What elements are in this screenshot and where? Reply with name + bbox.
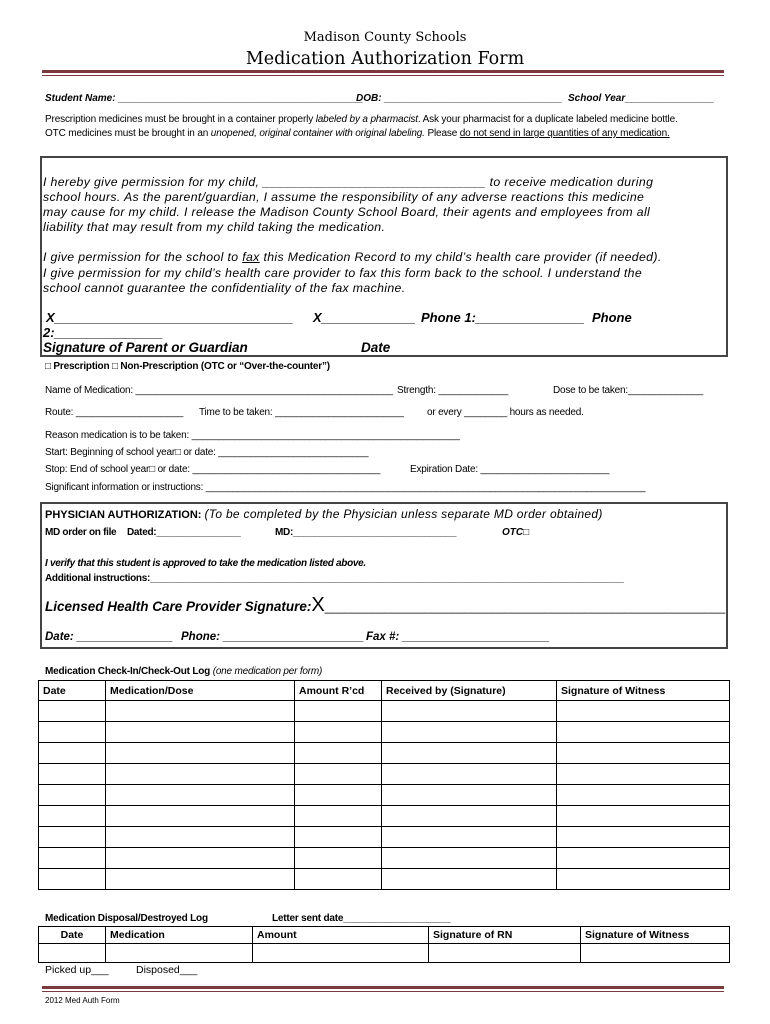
- table-row[interactable]: [39, 944, 730, 963]
- checkin-log-title: Medication Check-In/Check-Out Log (one medication per form): [45, 666, 323, 677]
- col-received-by: Received by (Signature): [382, 681, 557, 701]
- picked-up-field[interactable]: Picked up___: [45, 964, 109, 976]
- dose-field[interactable]: Dose to be taken:______________: [553, 385, 704, 396]
- col-witness: Signature of Witness: [581, 927, 730, 944]
- md-name-field[interactable]: MD:_______________________________: [275, 527, 457, 538]
- otc-checkbox[interactable]: OTC□: [502, 527, 530, 538]
- col-witness: Signature of Witness: [557, 681, 730, 701]
- letter-sent-field[interactable]: Letter sent date____________________: [272, 913, 451, 924]
- org-name: Madison County Schools: [303, 30, 467, 45]
- table-row[interactable]: [39, 701, 730, 722]
- form-title: Medication Authorization Form: [245, 49, 525, 69]
- route-field[interactable]: Route: ____________________: [45, 407, 184, 418]
- table-row[interactable]: [39, 806, 730, 827]
- footer-rule: [42, 986, 724, 989]
- col-date: Date: [39, 681, 106, 701]
- disposal-log-table: [38, 926, 730, 963]
- table-row[interactable]: [39, 743, 730, 764]
- permission-p1-l4: liability that may result from my child taking the medication.: [43, 220, 386, 234]
- start-field[interactable]: Start: Beginning of school year□ or date: ____________________________: [45, 447, 369, 458]
- permission-p1-l1: I hereby give permission for my child, _______________________________ to receive medication during: [43, 175, 654, 189]
- parent-signature-line[interactable]: X_________________________________: [46, 310, 294, 325]
- footer-rule-thin: [42, 991, 724, 992]
- table-row[interactable]: [39, 827, 730, 848]
- provider-signature-field[interactable]: Licensed Health Care Provider Signature:X____________________________________________________________: [45, 594, 726, 616]
- parent-date-line[interactable]: X_____________: [313, 310, 416, 325]
- table-row[interactable]: [39, 848, 730, 869]
- form-id: 2012 Med Auth Form: [45, 996, 120, 1005]
- md-dated-field[interactable]: Dated:________________: [127, 527, 241, 538]
- physician-phone-field[interactable]: Phone: ______________________: [181, 631, 364, 643]
- md-order-on-file: MD order on file: [45, 527, 117, 538]
- physician-fax-field[interactable]: Fax #: _______________________: [366, 631, 550, 643]
- phone-1-field[interactable]: Phone 1:_______________: [421, 310, 585, 325]
- header-rule-thin: [42, 75, 724, 76]
- col-amount-rcd: Amount R’cd: [295, 681, 382, 701]
- notice-line-2: OTC medicines must be brought in an unopened, original container with original labeling. Please do not send in large quantities of any medication.: [45, 128, 670, 139]
- table-row[interactable]: [39, 869, 730, 890]
- time-field[interactable]: Time to be taken: ________________________: [199, 407, 404, 418]
- col-amount: Amount: [253, 927, 429, 944]
- disposed-field[interactable]: Disposed___: [136, 964, 198, 976]
- permission-p2-l1: I give permission for the school to fax this Medication Record to my child’s health care provider (if needed).: [43, 250, 662, 264]
- phone-2-field[interactable]: 2:_______________: [43, 325, 164, 340]
- disposal-log-title: Medication Disposal/Destroyed Log: [45, 913, 208, 924]
- parent-date-label: Date: [361, 340, 391, 355]
- student-name-field[interactable]: Student Name: ____________________________________________: [45, 93, 364, 104]
- table-row[interactable]: [39, 722, 730, 743]
- permission-p1-l2: school hours. As the parent/guardian, I assume the responsibility of any adverse reactions this medicine: [43, 190, 645, 204]
- stop-field[interactable]: Stop: End of school year□ or date: ___________________________________: [45, 464, 381, 475]
- additional-instructions-field[interactable]: Additional instructions:__________________________________________________________________________________________: [45, 573, 624, 584]
- permission-p2-l3: school cannot guarantee the confidentiality of the fax machine.: [43, 281, 406, 295]
- strength-field[interactable]: Strength: _____________: [397, 385, 509, 396]
- expiration-field[interactable]: Expiration Date: ________________________: [410, 464, 610, 475]
- table-row[interactable]: [39, 764, 730, 785]
- col-medication-dose: Medication/Dose: [106, 681, 295, 701]
- or-every-field[interactable]: or every ________ hours as needed.: [427, 407, 584, 418]
- col-signature-rn: Signature of RN: [429, 927, 581, 944]
- significant-info-field[interactable]: Significant information or instructions: __________________________________________________________________________________: [45, 482, 646, 493]
- reason-field[interactable]: Reason medication is to be taken: __________________________________________________: [45, 430, 460, 441]
- physician-date-field[interactable]: Date: _______________: [45, 631, 173, 643]
- phone-2-label: Phone: [592, 310, 632, 325]
- medication-type-checkboxes[interactable]: □ Prescription □ Non-Prescription (OTC or “Over-the-counter”): [45, 361, 330, 372]
- school-year-field[interactable]: School Year________________: [568, 93, 715, 104]
- physician-heading: PHYSICIAN AUTHORIZATION: (To be completed by the Physician unless separate MD order obtained): [45, 507, 603, 521]
- table-row[interactable]: [39, 785, 730, 806]
- notice-line-1: Prescription medicines must be brought in a container properly labeled by a pharmacist. Ask your pharmacist for a duplicate labeled medicine bottle.: [45, 114, 678, 125]
- parent-signature-label: Signature of Parent or Guardian: [43, 340, 248, 355]
- col-medication: Medication: [106, 927, 253, 944]
- permission-p1-l3: may cause for my child. I release the Madison County School Board, their agents and employees from all: [43, 205, 651, 219]
- dob-field[interactable]: DOB: ________________________________: [356, 93, 563, 104]
- col-date: Date: [39, 927, 106, 944]
- medication-name-field[interactable]: Name of Medication: ________________________________________________: [45, 385, 393, 396]
- header-rule: [42, 70, 724, 73]
- checkin-log-table: [38, 680, 730, 890]
- permission-p2-l2: I give permission for my child’s health care provider to fax this form back to the school. I understand the: [43, 266, 643, 280]
- physician-verify: I verify that this student is approved to take the medication listed above.: [45, 558, 366, 569]
